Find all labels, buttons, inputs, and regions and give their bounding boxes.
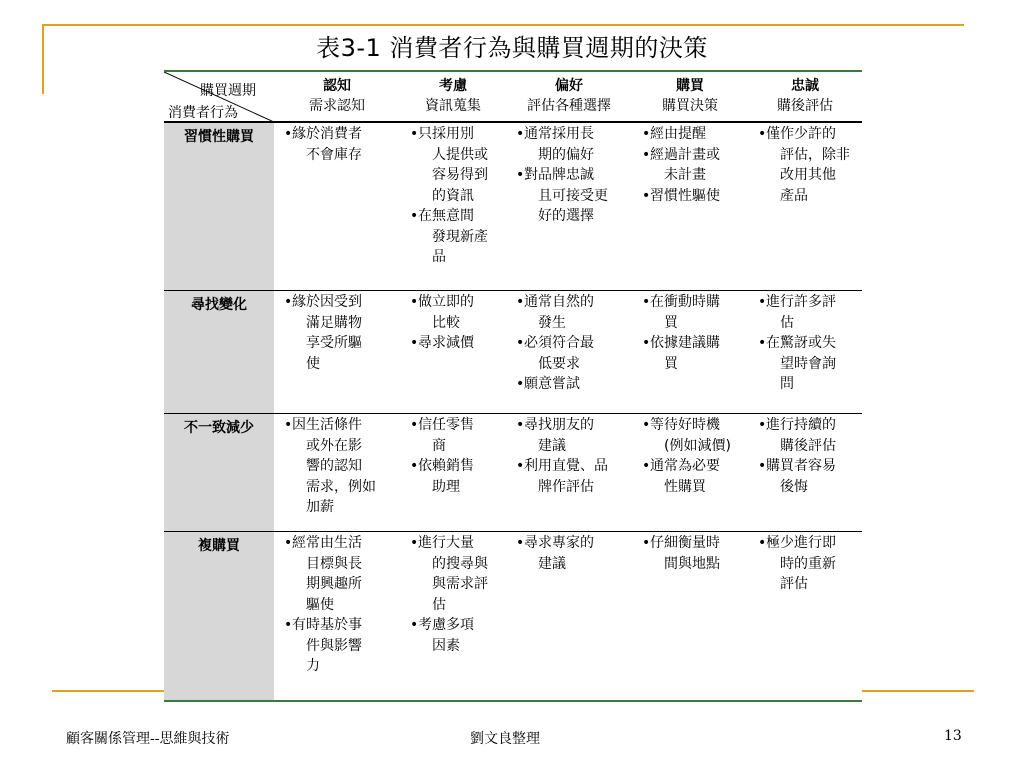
page-number: 13 xyxy=(944,728,962,744)
bullet-text-line: 且可接受更 xyxy=(538,187,608,204)
bullet-item xyxy=(410,533,504,615)
bullet-text-line: 間與地點 xyxy=(664,555,720,572)
bullet-text-line: 件與影響 xyxy=(306,637,362,654)
col-subtitle: 購後評估 xyxy=(777,98,833,114)
bullet-text-line: 因素 xyxy=(432,637,460,654)
bullet-text xyxy=(418,333,504,354)
bullet-icon: • xyxy=(642,146,651,163)
bullet-text-line: 需求，例如 xyxy=(306,478,376,495)
bullet-icon: • xyxy=(642,294,651,310)
bullet-text xyxy=(650,292,746,333)
bullet-item xyxy=(758,456,860,497)
corner-label-behavior: 消費者行為 xyxy=(168,105,238,121)
row-separator xyxy=(164,290,862,291)
table-cell xyxy=(410,124,504,268)
bullet-text-line: 緣於因受到 xyxy=(292,294,362,310)
bullet-text-line: 估 xyxy=(432,596,446,613)
table-cell xyxy=(284,292,398,374)
bullet-item xyxy=(758,333,860,395)
bullet-item xyxy=(284,292,398,374)
bullet-item xyxy=(642,292,746,333)
bullet-item xyxy=(516,333,630,374)
bullet-text xyxy=(650,456,746,497)
table-top-border xyxy=(164,70,862,72)
col-subtitle: 購買決策 xyxy=(662,98,718,114)
bullet-item xyxy=(284,415,398,518)
bullet-text xyxy=(650,186,746,207)
bullet-icon: • xyxy=(516,335,525,351)
bullet-text-line: 尋求專家的 xyxy=(524,535,594,551)
col-header-purchase xyxy=(632,76,748,116)
bullet-item xyxy=(642,145,746,186)
row-habitual-purchase-label: 習慣性購買 xyxy=(184,129,254,145)
bullet-item xyxy=(642,533,746,574)
bullet-text xyxy=(766,533,860,595)
bullet-icon: • xyxy=(758,294,767,310)
bullet-text xyxy=(524,456,630,497)
bullet-icon: • xyxy=(284,126,293,142)
bullet-item xyxy=(516,456,630,497)
bullet-text-line: 信任零售 xyxy=(418,417,474,433)
bullet-text-line: 商 xyxy=(432,437,446,454)
bullet-text-line: 人提供或 xyxy=(432,146,488,163)
bullet-icon: • xyxy=(516,376,525,392)
bullet-text-line: 估 xyxy=(780,314,794,331)
bullet-text-line: 發現新產 xyxy=(432,228,488,245)
bullet-icon: • xyxy=(410,417,419,433)
col-header-awareness xyxy=(274,76,400,116)
bullet-text xyxy=(524,124,630,165)
bullet-text-line: 買 xyxy=(664,355,678,372)
bullet-item xyxy=(410,333,504,354)
bullet-text xyxy=(292,615,398,677)
bullet-text xyxy=(650,333,746,374)
bullet-text xyxy=(650,415,746,456)
bullet-text-line: 建議 xyxy=(538,437,566,454)
bullet-icon: • xyxy=(284,535,293,551)
bullet-text-line: 望時會詢 xyxy=(780,355,836,372)
row-header-shading xyxy=(164,122,274,702)
col-title: 購買 xyxy=(676,78,704,94)
bullet-item xyxy=(410,206,504,268)
bullet-icon: • xyxy=(516,126,525,142)
bullet-text-line: 通常採用長 xyxy=(524,126,594,142)
table-cell xyxy=(516,533,630,574)
bullet-text-line: 目標與長 xyxy=(306,555,362,572)
bullet-text-line: 對品牌忠誠 xyxy=(524,167,594,183)
bullet-item xyxy=(642,124,746,145)
bullet-text-line: 的資訊 xyxy=(432,187,474,204)
bullet-text-line: 享受所驅 xyxy=(306,335,362,351)
bullet-text-line: 驅使 xyxy=(306,596,334,613)
bullet-text xyxy=(418,292,504,333)
bullet-text xyxy=(418,456,504,497)
footer-course-title: 顧客關係管理--思維與技術 xyxy=(66,731,230,747)
bullet-text xyxy=(292,533,398,615)
table-cell xyxy=(758,124,860,206)
bullet-text-line: 建議 xyxy=(538,555,566,572)
table-cell xyxy=(516,292,630,395)
table-cell xyxy=(284,533,398,677)
bullet-text-line: 問 xyxy=(780,376,794,392)
bullet-text-line: 未計畫 xyxy=(664,167,706,183)
bullet-text xyxy=(418,206,504,268)
bullet-text xyxy=(418,533,504,615)
bullet-text-line: 在驚訝或失 xyxy=(766,335,836,351)
bullet-text xyxy=(766,333,860,395)
bullet-icon: • xyxy=(758,535,767,551)
bullet-text-line: 做立即的 xyxy=(418,294,474,310)
bullet-item xyxy=(758,292,860,333)
table-cell xyxy=(758,533,860,595)
col-subtitle: 評估各種選擇 xyxy=(527,98,611,114)
bullet-text-line: 低要求 xyxy=(538,355,580,372)
bullet-text-line: 期興趣所 xyxy=(306,576,362,592)
bullet-text-line: 依據建議購 xyxy=(650,335,720,351)
table-cell xyxy=(642,292,746,374)
col-subtitle: 資訊蒐集 xyxy=(425,98,481,114)
bullet-text-line: 習慣性驅使 xyxy=(650,187,720,204)
bullet-text xyxy=(418,415,504,456)
bullet-icon: • xyxy=(758,126,767,142)
bullet-text-line: (例如減價) xyxy=(664,437,731,454)
bullet-item xyxy=(642,415,746,456)
bullet-text-line: 改用其他 xyxy=(780,167,836,183)
bullet-text xyxy=(766,124,860,206)
bullet-text-line: 力 xyxy=(306,658,320,674)
bullet-text-line: 滿足購物 xyxy=(306,314,362,331)
bullet-icon: • xyxy=(642,458,651,474)
bullet-item xyxy=(758,124,860,206)
bullet-icon: • xyxy=(410,294,419,310)
bullet-text xyxy=(524,533,630,574)
table-cell xyxy=(516,415,630,497)
bullet-text-line: 願意嘗試 xyxy=(524,376,580,392)
bullet-text xyxy=(650,124,746,145)
bullet-text-line: 通常為必要 xyxy=(650,458,720,474)
bullet-text-line: 有時基於事 xyxy=(292,617,362,633)
col-header-preference xyxy=(506,76,632,116)
bullet-text xyxy=(524,415,630,456)
bullet-item xyxy=(284,533,398,615)
bullet-text-line: 加薪 xyxy=(306,499,334,515)
bullet-text-line: 評估，除非 xyxy=(780,146,850,163)
bullet-text-line: 的搜尋與 xyxy=(432,555,488,572)
table-cell xyxy=(758,292,860,395)
bullet-text-line: 經過計畫或 xyxy=(650,146,720,163)
bullet-text-line: 經由提醒 xyxy=(650,126,706,142)
bullet-text-line: 與需求評 xyxy=(432,576,488,592)
bullet-text-line: 進行大量 xyxy=(418,535,474,551)
bullet-text xyxy=(418,615,504,656)
table-cell xyxy=(410,292,504,354)
bullet-item xyxy=(516,415,630,456)
table-cell xyxy=(284,124,398,165)
bullet-icon: • xyxy=(758,417,767,433)
bullet-text-line: 進行許多評 xyxy=(766,294,836,310)
col-header-consideration xyxy=(400,76,506,116)
bullet-icon: • xyxy=(642,417,651,433)
bullet-text-line: 只採用別 xyxy=(418,126,474,142)
bullet-item xyxy=(516,124,630,165)
bullet-text xyxy=(524,292,630,333)
bullet-text-line: 比較 xyxy=(432,314,460,331)
bullet-text-line: 評估 xyxy=(780,576,808,592)
bullet-text xyxy=(766,456,860,497)
col-title: 偏好 xyxy=(555,78,583,94)
bullet-text-line: 尋找朋友的 xyxy=(524,417,594,433)
table-cell xyxy=(410,415,504,497)
bullet-icon: • xyxy=(642,187,651,204)
header-separator xyxy=(164,121,862,123)
footer-author: 劉文良整理 xyxy=(470,731,540,747)
bullet-text-line: 買 xyxy=(664,314,678,331)
bullet-text xyxy=(524,165,630,227)
bullet-text xyxy=(766,292,860,333)
bullet-icon: • xyxy=(642,335,651,351)
bullet-text-line: 在無意間 xyxy=(418,208,474,224)
bullet-icon: • xyxy=(516,535,525,551)
bullet-text-line: 購後評估 xyxy=(780,437,836,454)
bullet-item xyxy=(758,533,860,595)
bottom-accent-line-right xyxy=(862,690,974,692)
table-cell xyxy=(642,533,746,574)
bullet-text-line: 期的偏好 xyxy=(538,146,594,163)
bullet-item xyxy=(410,615,504,656)
bullet-item xyxy=(410,292,504,333)
bullet-text-line: 依賴銷售 xyxy=(418,458,474,474)
bullet-text-line: 助理 xyxy=(432,478,460,495)
bullet-icon: • xyxy=(284,294,293,310)
row-separator xyxy=(164,413,862,414)
bullet-item xyxy=(516,374,630,395)
row-complex-purchase-label: 複購買 xyxy=(198,538,240,554)
slide-title: 表3-1 消費者行為與購買週期的決策 xyxy=(316,34,708,62)
bullet-item xyxy=(642,333,746,374)
table-cell xyxy=(284,415,398,518)
bullet-item xyxy=(642,186,746,207)
bullet-text-line: 或外在影 xyxy=(306,437,362,454)
bullet-text-line: 尋求減價 xyxy=(418,335,474,351)
bullet-item xyxy=(410,124,504,206)
bullet-text-line: 後悔 xyxy=(780,478,808,495)
bullet-icon: • xyxy=(410,535,419,551)
bullet-icon: • xyxy=(642,126,651,142)
bullet-icon: • xyxy=(758,335,767,351)
bullet-item xyxy=(758,415,860,456)
bullet-text-line: 利用直覺、品 xyxy=(524,458,608,474)
bullet-text xyxy=(418,124,504,206)
bullet-text-line: 仔細衡量時 xyxy=(650,535,720,551)
decision-table xyxy=(164,70,862,702)
bullet-icon: • xyxy=(284,417,293,433)
bullet-text-line: 發生 xyxy=(538,314,566,331)
bullet-text-line: 在衝動時購 xyxy=(650,294,720,310)
bullet-icon: • xyxy=(758,458,767,474)
table-cell xyxy=(758,415,860,497)
bullet-item xyxy=(516,165,630,227)
bullet-text-line: 性購買 xyxy=(664,478,706,495)
col-subtitle: 需求認知 xyxy=(309,98,365,114)
col-title: 考慮 xyxy=(439,78,467,94)
bullet-icon: • xyxy=(516,417,525,433)
bullet-text-line: 響的認知 xyxy=(306,458,362,474)
bullet-text-line: 牌作評估 xyxy=(538,478,594,495)
bullet-icon: • xyxy=(410,617,419,633)
bullet-text-line: 等待好時機 xyxy=(650,417,720,433)
table-cell xyxy=(642,415,746,497)
corner-label-cycle: 購買週期 xyxy=(200,83,256,99)
bullet-text-line: 極少進行即 xyxy=(766,535,836,551)
bullet-icon: • xyxy=(410,335,419,351)
bullet-text-line: 因生活條件 xyxy=(292,417,362,433)
bullet-text xyxy=(292,415,398,518)
bullet-icon: • xyxy=(642,535,651,551)
bullet-text-line: 通常自然的 xyxy=(524,294,594,310)
bullet-text-line: 不會庫存 xyxy=(306,146,362,163)
bullet-icon: • xyxy=(516,167,525,183)
bullet-text xyxy=(650,145,746,186)
bottom-accent-line-left xyxy=(52,690,164,692)
bullet-text-line: 緣於消費者 xyxy=(292,126,362,142)
bullet-text xyxy=(292,124,398,165)
row-variety-seeking-label: 尋找變化 xyxy=(191,297,247,313)
col-header-loyalty xyxy=(748,76,862,116)
bullet-text-line: 好的選擇 xyxy=(538,208,594,224)
bullet-icon: • xyxy=(410,208,419,224)
table-cell xyxy=(410,533,504,656)
bullet-text xyxy=(650,533,746,574)
bullet-icon: • xyxy=(284,617,293,633)
bullet-text-line: 容易得到 xyxy=(432,167,488,183)
bullet-item xyxy=(516,533,630,574)
bullet-icon: • xyxy=(410,458,419,474)
bullet-item xyxy=(516,292,630,333)
row-separator xyxy=(164,531,862,532)
bullet-text-line: 必須符合最 xyxy=(524,335,594,351)
table-bottom-border xyxy=(164,700,862,702)
bullet-text-line: 考慮多項 xyxy=(418,617,474,633)
bullet-item xyxy=(410,456,504,497)
bullet-item xyxy=(284,124,398,165)
bullet-item xyxy=(410,415,504,456)
col-title: 忠誠 xyxy=(791,78,819,94)
bullet-text-line: 進行持續的 xyxy=(766,417,836,433)
bullet-icon: • xyxy=(410,126,419,142)
bullet-icon: • xyxy=(516,458,525,474)
bullet-item xyxy=(284,615,398,677)
bullet-text-line: 使 xyxy=(306,355,320,372)
bullet-text-line: 產品 xyxy=(780,187,808,204)
bullet-text-line: 購買者容易 xyxy=(766,458,836,474)
table-cell xyxy=(642,124,746,206)
bullet-text xyxy=(524,333,630,374)
top-accent-line xyxy=(42,24,964,26)
bullet-text xyxy=(292,292,398,374)
bullet-text xyxy=(766,415,860,456)
bullet-text-line: 經常由生活 xyxy=(292,535,362,551)
row-dissonance-reduction-label: 不一致減少 xyxy=(184,420,254,436)
bullet-text-line: 品 xyxy=(432,249,446,265)
bullet-text-line: 僅作少許的 xyxy=(766,126,836,142)
bullet-item xyxy=(642,456,746,497)
bullet-icon: • xyxy=(516,294,525,310)
bullet-text xyxy=(524,374,630,395)
bullet-text-line: 時的重新 xyxy=(780,555,836,572)
table-cell xyxy=(516,124,630,227)
col-title: 認知 xyxy=(323,78,351,94)
